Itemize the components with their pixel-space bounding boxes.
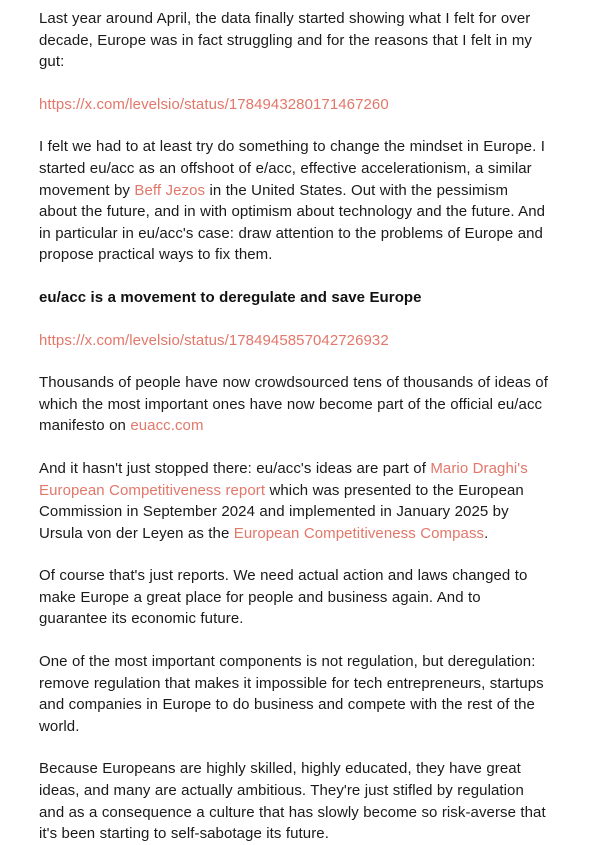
deregulation-paragraph: One of the most important components is not regulation, but deregulation: remove regulation that makes it impossible for tech entrepreneurs, startups and companies in Europe to do business and compete with the rest of the world. [39, 653, 544, 735]
paragraph-tweet-link-1 [39, 94, 548, 116]
euacc-origin-paragraph [39, 136, 548, 266]
paragraph-tweet-link-2 [39, 330, 548, 352]
inline-link[interactable]: European Competitiveness Compass [233, 524, 485, 542]
inline-link[interactable]: Beff Jezos [134, 181, 206, 199]
europeans-paragraph: Because Europeans are highly skilled, highly educated, they have great ideas, and many are actually ambitious. They're just stifled by regulation and as a consequence a culture that has slowly become so risk-averse that it's been starting to self-sabotage its future. [39, 760, 546, 843]
tweet-link-2[interactable]: https://x.com/levelsio/status/1784945857042726932 [39, 331, 389, 349]
text-run: which was presented to the European Commission in September 2024 and implemented in January 2025 by Ursula von der Leyen as the [39, 481, 524, 542]
action-paragraph: Of course that's just reports. We need actual action and laws changed to make Europe a great place for people and business again. And to guarantee its economic future. [39, 567, 528, 628]
inline-link[interactable]: Mario Draghi's European Competitiveness report [39, 459, 528, 499]
text-run: And it hasn't just stopped there: eu/acc's ideas are part of [39, 459, 431, 477]
intro-paragraph: Last year around April, the data finally started showing what I felt for over decade, Europe was in fact struggling and for the reasons that I felt in my gut: [39, 10, 532, 71]
text-run: . [484, 524, 489, 542]
text-run: Thousands of people have now crowdsourced tens of thousands of ideas of which the most important ones have now become part of the official eu/acc manifesto on [39, 374, 548, 435]
movement-heading: eu/acc is a movement to deregulate and save Europe [39, 288, 422, 306]
draghi-paragraph [39, 458, 548, 544]
text-run: I felt we had to at least try do something to change the mindset in Europe. I started eu/acc as an offshoot of e/acc, effective accelerationism, a similar movement by [39, 138, 545, 199]
manifesto-paragraph [39, 372, 548, 437]
tweet-link-1[interactable]: https://x.com/levelsio/status/1784943280171467260 [39, 95, 389, 113]
text-run: in the United States. Out with the pessimism about the future, and in with optimism about technology and the future. And in particular in eu/acc's case: draw attention to the problems of Europe and propose practical ways to fix them. [39, 181, 546, 264]
inline-link[interactable]: euacc.com [130, 417, 204, 435]
